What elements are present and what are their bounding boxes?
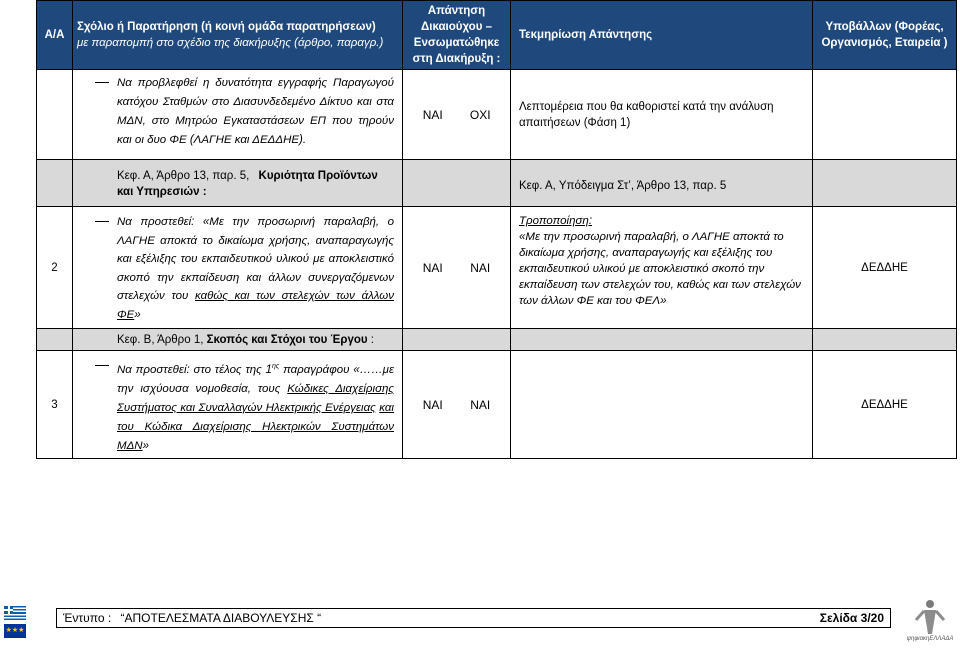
section2-title: Κυριότητα Προϊόντων και Υπηρεσιών : [117,170,378,198]
row2-submitter: ΔΕΔΔΗΕ [813,207,957,329]
row3-yes: ΝΑΙ [422,397,443,412]
table-row [37,70,957,160]
header-comment-bold: Σχόλιο ή Παρατήρηση (ή κοινή ομάδα παρατηρήσεων) [77,21,376,33]
header-submitter: Υποβάλλων (Φορέας, Οργανισμός, Εταιρεία ) [813,1,957,70]
footer-form-title: “ΑΠΟΤΕΛΕΣΜΑΤΑ ΔΙΑΒΟΥΛΕΥΣΗΣ “ [120,611,322,625]
row2-yes: ΝΑΙ [422,260,443,275]
section3-title: Σκοπός και Στόχοι του Έργου [206,334,368,346]
section2-tekm-ref: Κεφ. Α, Υπόδειγμα Στ’, Άρθρο 13, παρ. 5 [519,180,727,192]
header-justification: Τεκμηρίωση Απάντησης [511,1,813,70]
table-header-row [37,1,957,70]
row2-number: 2 [37,207,73,329]
row1-no: ΟΧΙ [469,107,491,122]
header-aa: Α/Α [37,1,73,70]
logo-text: ψηφιακηΕΛΛΑΔΑ [906,636,954,642]
table-row [37,207,957,329]
row1-justification: Λεπτομέρεια που θα καθοριστεί κατά την ανάλυση απαιτήσεων (Φάση 1) [519,100,774,129]
header-answer: Απάντηση Δικαιούχου – Ενσωματώθηκε στη Διακήρυξη : [403,1,511,70]
table-row [37,351,957,459]
section3-ref: Κεφ. Β, Άρθρο 1, [117,334,204,346]
consultation-results-table [36,0,957,459]
section-row [37,160,957,207]
section-row: Κεφ. Β, Άρθρο 1, Σκοπός και Στόχοι του Έργου : [37,329,957,351]
footer-form-box [56,608,891,628]
row2-tekm-title: Τροποποίηση: [519,215,593,227]
row2-tekm-text: «Με την προσωρινή παραλαβή, ο ΛΑΓΗΕ αποκτά το δικαίωμα χρήσης, αναπαραγωγής και εξέλιξης του εκπαιδευτικού υλικού με αποκλειστικό σκοπό την εκπαίδευση των στελεχών του, καθώς και των στελεχών των άλλων ΦΕ και του ΦΕΛ» [519,231,801,307]
section2-ref: Κεφ. Α, Άρθρο 13, παρ. 5, [117,170,250,182]
row1-comment: Να προβλεφθεί η δυνατότητα εγγραφής Παραγωγού κατόχου Σταθμών στο Διασυνδεδεμένο Δίκτυο και στα ΜΔΝ, στο Μητρώο Εγκαταστάσεων ΕΠ που τηρούν και οι δυο ΦΕ (ΛΑΓΗΕ και ΔΕΔΔΗΕ). [73,74,402,150]
row3-submitter: ΔΕΔΔΗΕ [813,351,957,459]
footer-form-label: Έντυπο : [63,611,112,625]
header-comment [73,1,403,70]
eu-flag-icon: ★★★ [4,624,26,638]
row1-yes: ΝΑΙ [422,107,443,122]
row3-yes-2: ΝΑΙ [470,397,491,412]
greek-flag-icon [4,606,26,620]
row3-number: 3 [37,351,73,459]
digital-greece-logo [902,596,958,648]
page-footer [0,596,960,649]
row3-comment: Να προστεθεί: στο τέλος της $1^{\eta\varsigma}$ παραγράφου «……με την ισχύουσα νομοθεσία, τους Κώδικες Διαχείρισης Συστήματος και Συναλλαγών Ηλεκτρικής Ενέργειας και του Κώδικα Διαχείρισης Ηλεκτρικών Συστημάτων ΜΔΝ» [73,357,402,456]
logo-figure-icon [902,596,958,636]
row2-comment: Να προστεθεί: «Με την προσωρινή παραλαβή, ο ΛΑΓΗΕ αποκτά το δικαίωμα χρήσης, αναπαραγωγής και εξέλιξης του εκπαιδευτικού υλικού με αποκλειστικό σκοπό την εκπαίδευση και άλλων συνεργαζόμενων στελεχών του καθώς και των στελεχών των άλλων ΦΕ» [73,213,402,324]
row2-yes-2: ΝΑΙ [470,260,491,275]
header-comment-italic: με παραπομπή στο σχέδιο της διακήρυξης (άρθρο, παραγρ.) [77,37,384,49]
footer-page-number: Σελίδα 3/20 [819,611,884,625]
